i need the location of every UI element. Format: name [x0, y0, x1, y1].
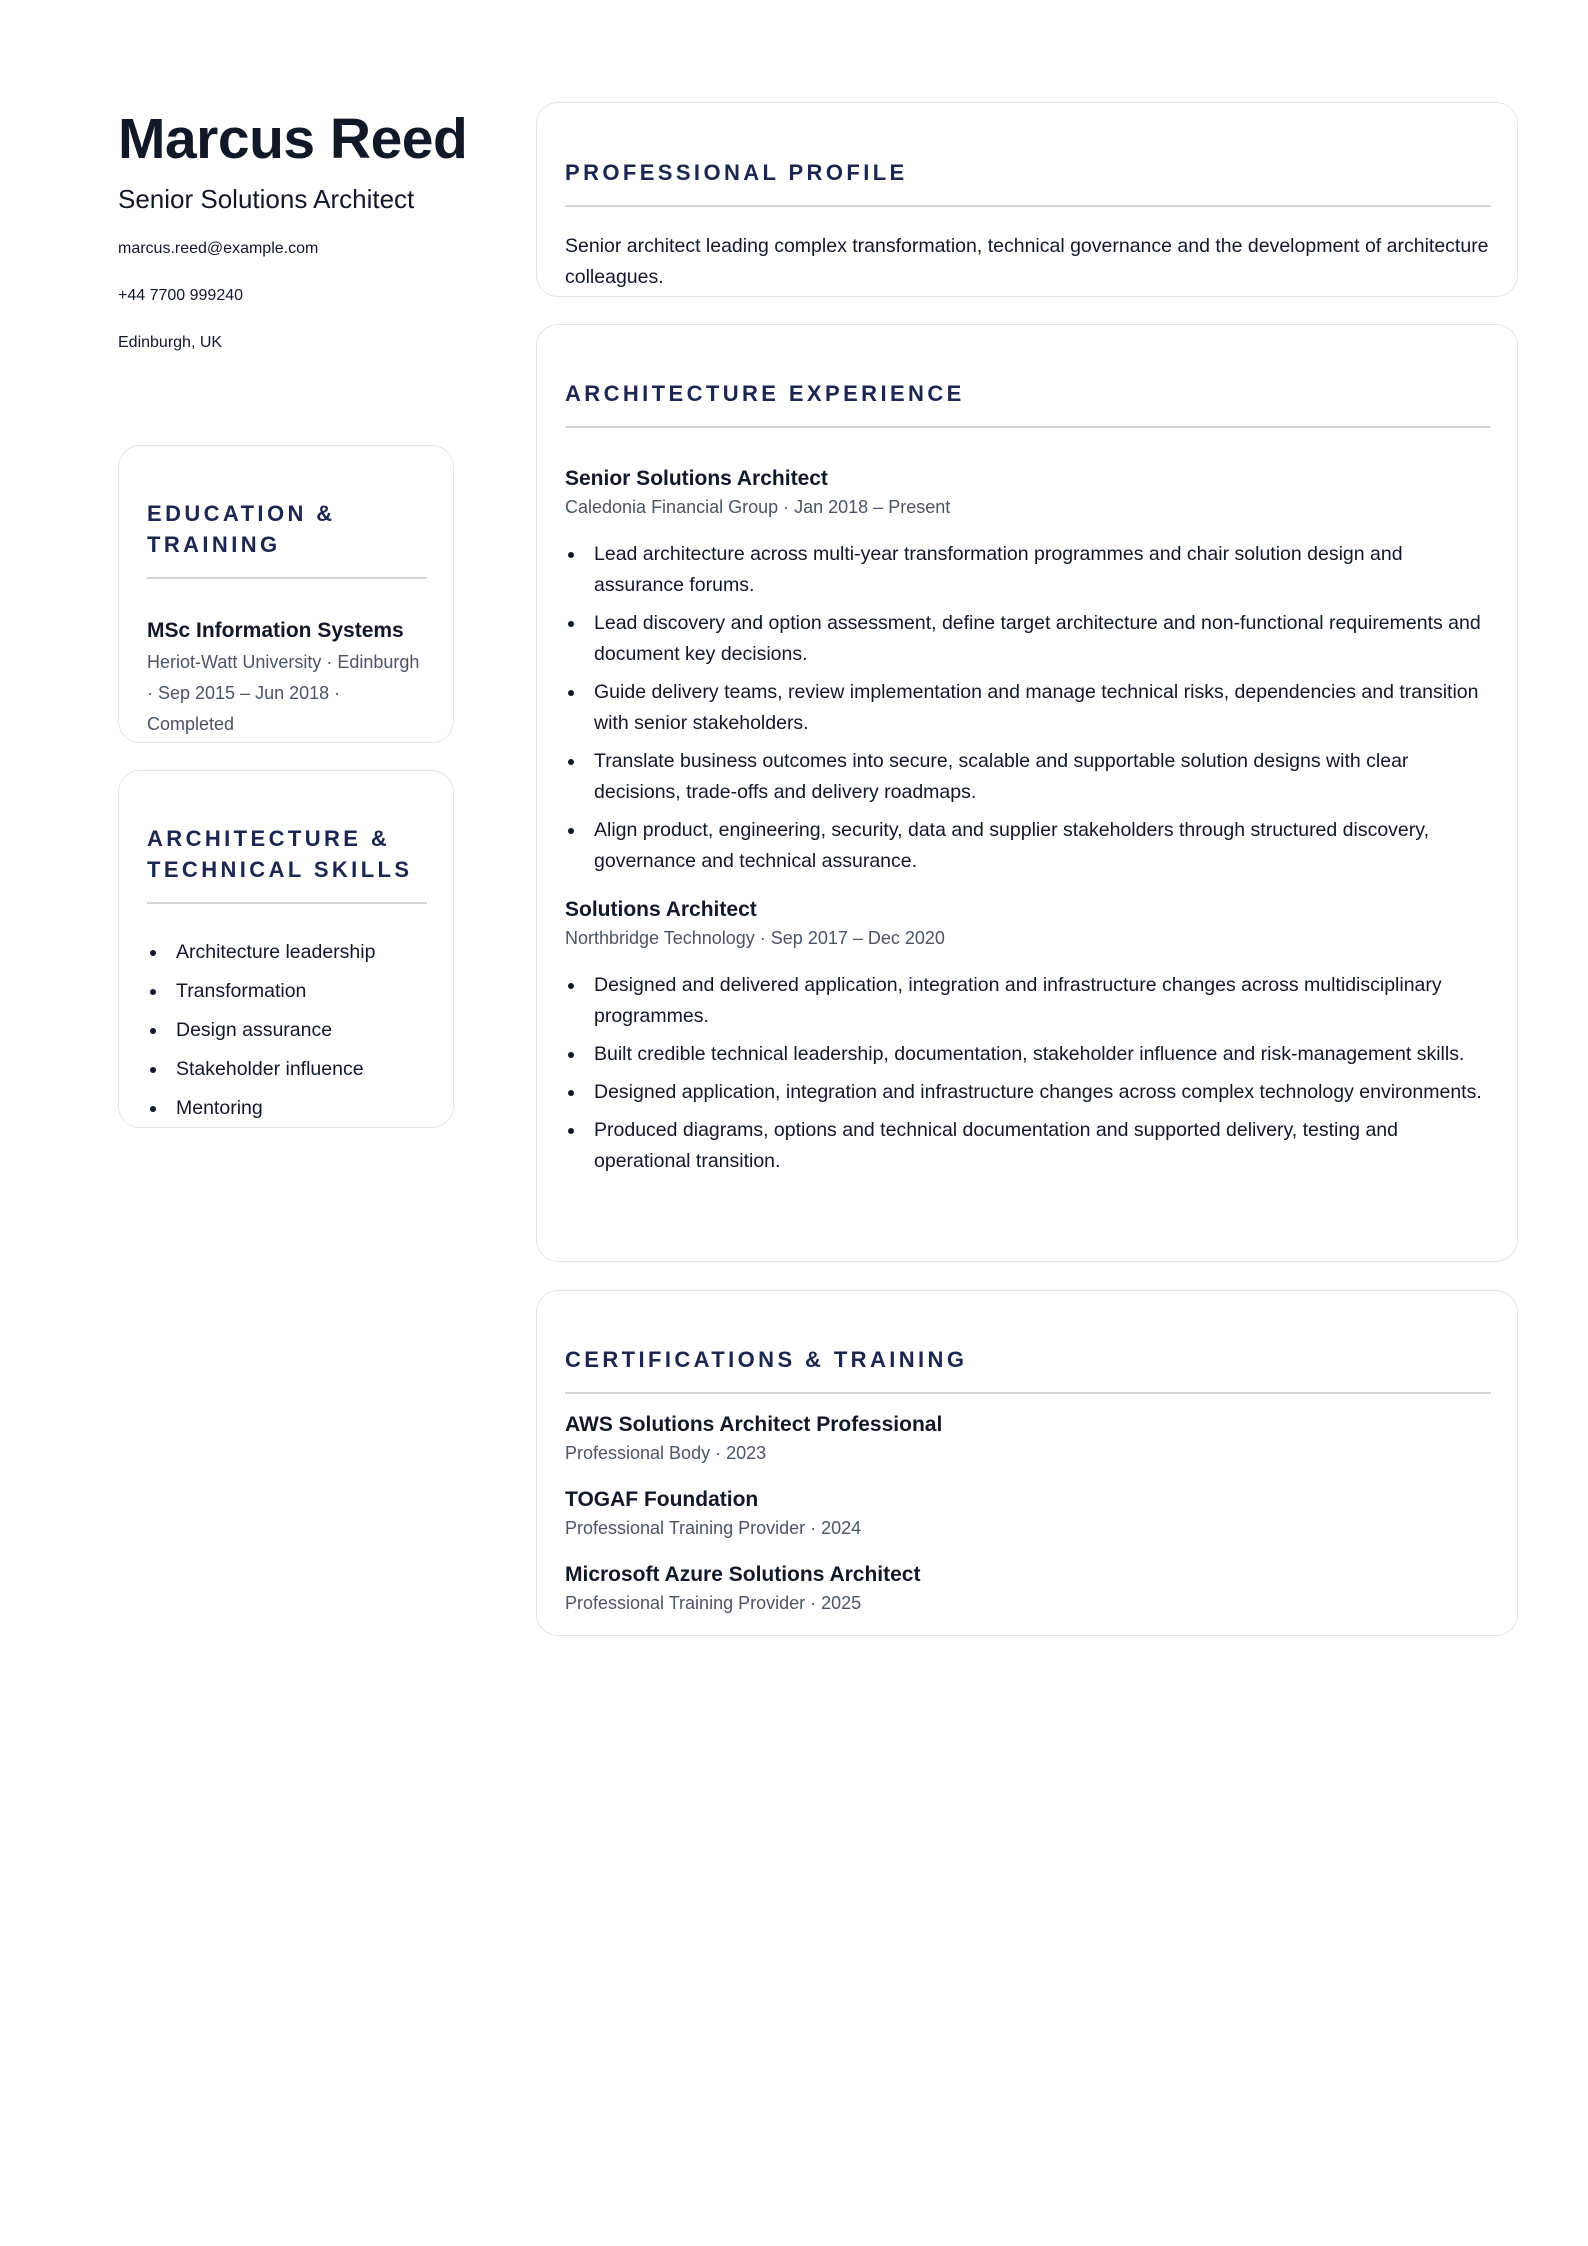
- experience-heading: ARCHITECTURE EXPERIENCE: [565, 381, 965, 406]
- job-title: Solutions Architect: [565, 898, 757, 921]
- education-details: Heriot-Watt University · Edinburgh · Sep 2015 – Jun 2018 · Completed: [147, 652, 420, 734]
- list-item: Lead architecture across multi-year transformation programmes and chair solution design and assurance forums.: [565, 539, 1491, 601]
- candidate-title: Senior Solutions Architect: [118, 184, 415, 214]
- education-degree: MSc Information Systems: [147, 619, 404, 642]
- list-item: Architecture leadership: [147, 937, 427, 968]
- certification-name: TOGAF Foundation: [565, 1488, 759, 1511]
- candidate-name: Marcus Reed: [118, 107, 468, 171]
- job-meta: Caledonia Financial Group · Jan 2018 – Present: [565, 497, 951, 517]
- section-divider: [147, 577, 427, 579]
- profile-heading: PROFESSIONAL PROFILE: [565, 160, 908, 185]
- certification-meta: Professional Body · 2023: [565, 1443, 767, 1463]
- list-item: Lead discovery and option assessment, define target architecture and non-functional requirements and document key decisions.: [565, 608, 1491, 670]
- job-meta: Northbridge Technology · Sep 2017 – Dec 2020: [565, 928, 945, 948]
- skills-heading: ARCHITECTURE & TECHNICAL SKILLS: [147, 826, 413, 882]
- section-divider: [565, 205, 1491, 207]
- list-item: Built credible technical leadership, documentation, stakeholder influence and risk-management skills.: [565, 1039, 1491, 1070]
- contact-location: Edinburgh, UK: [118, 334, 223, 351]
- job-entry: [565, 465, 1491, 877]
- section-divider: [565, 426, 1491, 428]
- certification-item: [565, 1486, 1491, 1542]
- certification-name: Microsoft Azure Solutions Architect: [565, 1563, 921, 1586]
- certification-item: [565, 1561, 1491, 1617]
- list-item: Transformation: [147, 976, 427, 1007]
- list-item: Designed and delivered application, integration and infrastructure changes across multidisciplinary programmes.: [565, 970, 1491, 1032]
- education-heading: EDUCATION & TRAINING: [147, 501, 336, 557]
- list-item: Translate business outcomes into secure, scalable and supportable solution designs with clear decisions, trade-offs and delivery roadmaps.: [565, 746, 1491, 808]
- certification-item: [565, 1411, 1491, 1467]
- resume-header: [118, 104, 478, 354]
- list-item: Produced diagrams, options and technical documentation and supported delivery, testing and operational transition.: [565, 1115, 1491, 1177]
- skills-list: [147, 937, 427, 1124]
- contact-phone: +44 7700 999240: [118, 287, 244, 304]
- certifications-card: [536, 1290, 1518, 1636]
- list-item: Align product, engineering, security, data and supplier stakeholders through structured discovery, governance and technical assurance.: [565, 815, 1491, 877]
- list-item: Mentoring: [147, 1093, 427, 1124]
- profile-summary: Senior architect leading complex transformation, technical governance and the development of architecture colleagues.: [565, 235, 1489, 288]
- job-title: Senior Solutions Architect: [565, 467, 828, 490]
- certification-meta: Professional Training Provider · 2025: [565, 1593, 862, 1613]
- list-item: Designed application, integration and infrastructure changes across complex technology environments.: [565, 1077, 1491, 1108]
- job-bullets: [565, 539, 1491, 877]
- job-entry: [565, 896, 1491, 1177]
- certifications-heading: CERTIFICATIONS & TRAINING: [565, 1347, 968, 1372]
- list-item: Guide delivery teams, review implementation and manage technical risks, dependencies and transition with senior stakeholders.: [565, 677, 1491, 739]
- education-card: [118, 445, 454, 743]
- profile-card: [536, 102, 1518, 297]
- contact-email[interactable]: marcus.reed@example.com: [118, 240, 319, 257]
- section-divider: [147, 902, 427, 904]
- section-divider: [565, 1392, 1491, 1394]
- certification-name: AWS Solutions Architect Professional: [565, 1413, 943, 1436]
- job-bullets: [565, 970, 1491, 1177]
- skills-card: [118, 770, 454, 1128]
- list-item: Stakeholder influence: [147, 1054, 427, 1085]
- experience-card: [536, 324, 1518, 1262]
- certification-meta: Professional Training Provider · 2024: [565, 1518, 862, 1538]
- list-item: Design assurance: [147, 1015, 427, 1046]
